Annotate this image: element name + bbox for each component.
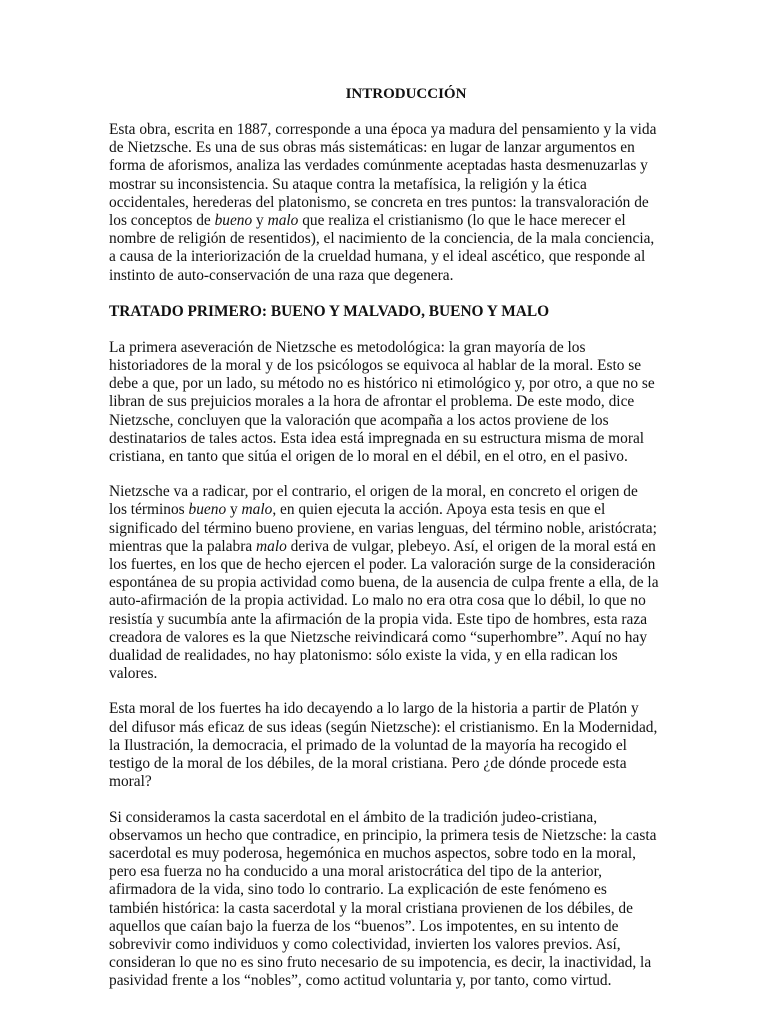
origin-text-b: y [226,501,242,519]
paragraph-origin-of-morality [109,483,659,683]
paragraph-methodology: La primera aseveración de Nietzsche es metodológica: la gran mayoría de los historiadores de la moral y de los psicólogos se equivoca al hablar de la moral. Esto se debe a que, por un lado, su método no es histórico ni etimológico y, por otro, a que no se libran de sus prejuicios morales a la hora de afrontar el problema. De este modo, dice Nietzsche, concluyen que la valoración que acompaña a los actos proviene de los destinatarios de tales actos. Esta idea está impregnada en su estructura misma de moral cristiana, en tanto que sitúa el origen de lo moral en el débil, en el otro, en el pasivo. [109,338,655,466]
paragraph-priestly-caste: Si consideramos la casta sacerdotal en el ámbito de la tradición judeo-cristiana, observamos un hecho que contradice, en principio, la primera tesis de Nietzsche: la casta sacerdotal es muy poderosa, hegemónica en muchos aspectos, sobre todo en la moral, pero esa fuerza no ha conducido a una moral aristocrática del tipo de la anterior, afirmadora de la vida, sino todo lo contrario. La explicación de este fenómeno es también histórica: la casta sacerdotal y la moral cristiana provienen de los débiles, de aquellos que caían bajo la fuerza de los “buenos”. Los impotentes, en su intento de sobrevivir como individuos y como colectividad, invierten los valores previos. Así, consideran lo que no es sino fruto necesario de su impotencia, es decir, la inactividad, la pasividad frente a los “nobles”, como actitud voluntaria y, por tanto, como virtud. [109,808,657,990]
origin-emphasis-bueno: bueno [188,501,227,519]
intro-paragraph [109,121,659,285]
origin-text-d: deriva de vulgar, plebeyo. Así, el origen de la moral está en los fuertes, en los que de hecho ejercen el poder. La valoración surge de la consideración espontánea de su propia actividad como buena, de la ausencia de culpa frente a ella, de la auto-afirmación de la propia actividad. Lo malo no era otra cosa que lo débil, lo que no resistía y sucumbía ante la afirmación de la propia vida. Este tipo de hombres, esta raza creadora de valores es la que Nietzsche reivindicará como “superhombre”. Aquí no hay dualidad de realidades, no hay platonismo: sólo existe la vida, y en ella radican los valores. [109,537,659,683]
section-heading-tratado-primero: TRATADO PRIMERO: BUENO Y MALVADO, BUENO Y MALO [109,302,550,320]
intro-emphasis-malo: malo [267,212,299,230]
document-page [109,84,659,1008]
intro-text-end: que realiza el cristianismo (lo que le hace merecer el nombre de religión de resentidos), el nacimiento de la conciencia, de la mala conciencia, a causa de la interiorización de la crueldad humana, y el ideal ascético, que responde al instinto de auto-conservación de una raza que degenera. [109,212,655,284]
origin-emphasis-malo: malo [241,501,273,519]
intro-emphasis-bueno: bueno [214,212,253,230]
document-title: INTRODUCCIÓN [345,86,467,102]
intro-text-start: Esta obra, escrita en 1887, corresponde a una época ya madura del pensamiento y la vida de Nietzsche. Es una de sus obras más sistemáticas: en lugar de lanzar argumentos en forma de aforismos, analiza las verdades comúnmente aceptadas hasta desmenuzarlas y mostrar su inconsistencia. Su ataque contra la metafísica, la religión y la ética occidentales, herederas del platonismo, se concreta en tres puntos: la transvaloración de los conceptos de [109,121,657,230]
origin-text-c: , en quien ejecuta la acción. Apoya esta tesis en que el significado del término bueno proviene, en varias lenguas, del término noble, aristócrata; mientras que la palabra [109,501,657,555]
paragraph-decline-of-strong-morality: Esta moral de los fuertes ha ido decayendo a lo largo de la historia a partir de Platón y del difusor más eficaz de sus ideas (según Nietzsche): el cristianismo. En la Modernidad, la Ilustración, la democracia, el primado de la voluntad de la mayoría ha recogido el testigo de la moral de los débiles, de la moral cristiana. Pero ¿de dónde procede esta moral? [109,700,658,791]
origin-text-a: Nietzsche va a radicar, por el contrario, el origen de la moral, en concreto el origen de los términos [109,483,638,519]
origin-emphasis-malo-2: malo [256,537,287,555]
intro-text-conjunction: y [252,212,268,230]
